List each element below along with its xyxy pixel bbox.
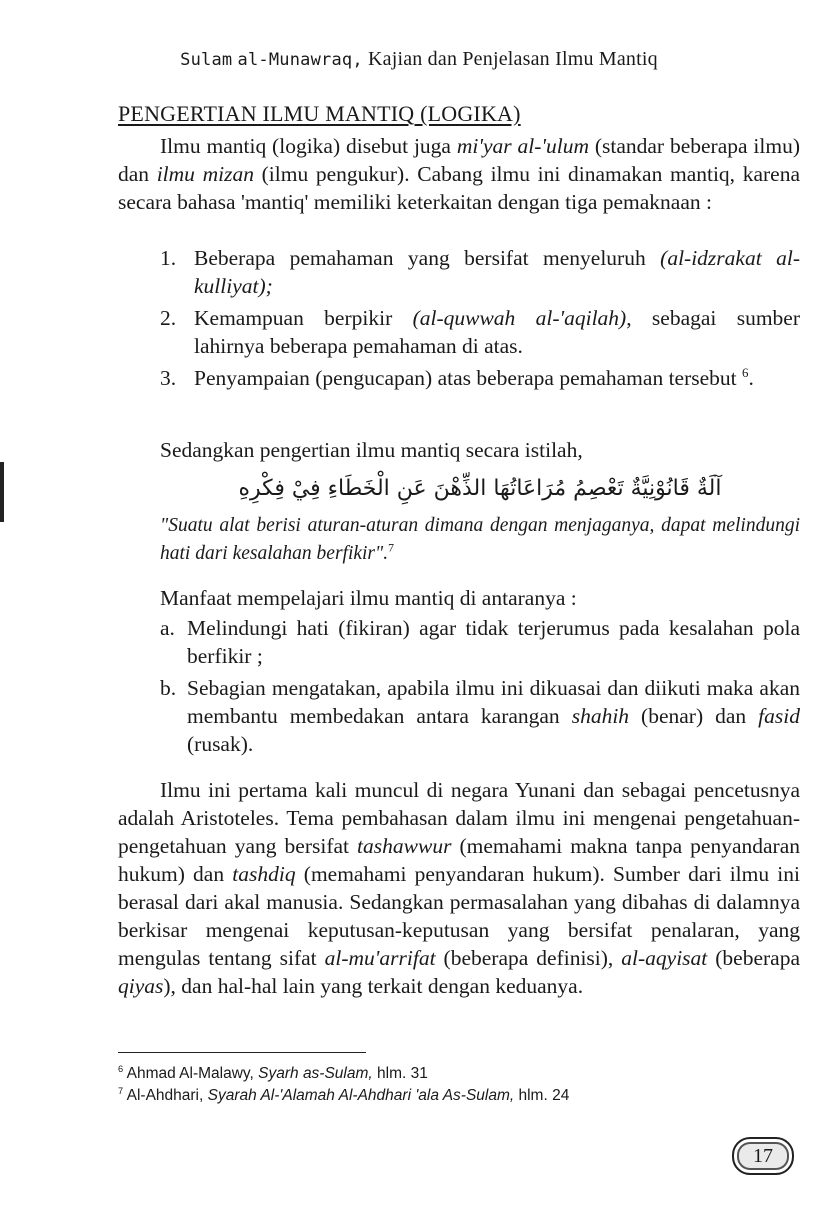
header-part2: al-Munawraq, [237,50,363,70]
closing-text: (memahami penyandaran hukum). Sumber dari ilmu ini berasal dari akal manusia. Sedangkan permasalahan yang dibahas di dalamnya berkisar mengenai keputusan-keputusan yang bersifat penalaran, yang mengulas tentang sifat [118,862,800,970]
closing-italic: qiyas [118,974,164,998]
list-italic: shahih [571,704,630,728]
section-title: PENGERTIAN ILMU MANTIQ (LOGIKA) [118,101,521,126]
footnote [118,1064,428,1084]
closing-text: (beberapa [707,946,801,970]
footnote-divider [118,1052,366,1053]
benefits-intro: Manfaat mempelajari ilmu mantiq di antaranya : [160,586,577,610]
list-text: Beberapa pemahaman yang bersifat menyeluruh [194,246,661,270]
list-number: 1. [160,246,177,270]
list-text: Sebagian mengatakan, apabila ilmu ini dikuasai dan diikuti maka akan membantu membedakan antara karangan [187,676,800,728]
closing-italic: tashawwur [357,834,452,858]
intro-text-3: (ilmu pengukur). Cabang ilmu ini dinamakan mantiq, karena secara bahasa 'mantiq' memiliki keterkaitan dengan tiga pemaknaan : [118,162,801,214]
closing-text: Ilmu ini pertama kali muncul di negara Yunani dan sebagai pencetusnya adalah Aristoteles. Tema pembahasan dalam ilmu ini mengenai pengetahuan-pengetahuan yang bersifat [118,778,800,858]
list-text-tail: , sebagai sumber lahirnya beberapa pemahaman di atas. [194,306,800,358]
list-italic: (al-idzrakat al-kulliyat); [194,246,800,298]
list-text: Penyampaian (pengucapan) atas beberapa pemahaman tersebut [194,366,742,390]
header-part3: Kajian dan Penjelasan Ilmu Mantiq [367,48,658,70]
list-label: a. [160,616,175,640]
benefits-list [160,614,800,758]
footnote-text: Ahmad Al-Malawy, [126,1065,259,1082]
footnote-italic: Syarah Al-'Alamah Al-Ahdhari 'ala As-Sulam, [207,1087,515,1104]
closing-paragraph [118,776,800,1000]
footnote [118,1086,569,1106]
list-number: 3. [160,366,177,390]
header-part1: Sulam [180,50,233,70]
list-italic: (al-quwwah al-'aqilah) [412,306,627,330]
closing-text: (beberapa definisi), [435,946,622,970]
page-number-badge: 17 [732,1137,794,1175]
definition-intro: Sedangkan pengertian ilmu mantiq secara istilah, [160,438,583,462]
footnote-number: 7 [118,1085,124,1096]
numbered-list [160,244,800,392]
list-text: (rusak). [187,732,254,756]
closing-italic: tashdiq [232,862,296,886]
scan-edge-mark [0,462,4,522]
footnote-ref: 7 [388,541,394,555]
footnote-italic: Syarh as-Sulam, [258,1065,373,1082]
arabic-quote: آلَةٌ قَانُوْنِيَّةٌ تَعْصِمُ مُرَاعَاتُهَا الذِّهْنَ عَنِ الْخَطَاءِ فِيْ فِكْرِهِ [238,476,722,501]
list-text-tail: . [748,366,754,390]
intro-text-2: (standar beberapa ilmu) dan [118,134,800,186]
list-item [160,364,800,392]
list-label: b. [160,676,177,700]
footnote-ref: 6 [742,365,749,380]
closing-text: ), dan hal-hal lain yang terkait dengan keduanya. [163,974,584,998]
footnote-number: 6 [118,1063,124,1074]
closing-italic: al-mu'arrifat [324,946,436,970]
intro-italic-1: mi'yar al-'ulum [456,134,589,158]
closing-italic: al-aqyisat [621,946,708,970]
intro-paragraph [118,132,800,216]
translation-text: "Suatu alat berisi aturan-aturan dimana dengan menjaganya, dapat melindungi hati dari kesalahan berfikir". [160,515,800,564]
list-text: Kemampuan berpikir [194,306,413,330]
list-item [160,674,800,758]
list-item [160,304,800,360]
footnote-text: Al-Ahdhari, [126,1087,208,1104]
footnote-text: hlm. 24 [514,1087,570,1104]
list-item [160,244,800,300]
footnote-text: hlm. 31 [372,1065,428,1082]
list-text: (benar) dan [629,704,759,728]
list-italic: fasid [758,704,800,728]
list-text: Melindungi hati (fikiran) agar tidak terjerumus pada kesalahan pola berfikir ; [187,616,800,668]
running-header [0,48,838,71]
list-number: 2. [160,306,177,330]
list-item [160,614,800,670]
translation-quote [160,512,800,568]
closing-text: (memahami makna tanpa penyandaran hukum) dan [118,834,800,886]
intro-italic-2: ilmu mizan [156,162,254,186]
intro-text-1: Ilmu mantiq (logika) disebut juga [160,134,457,158]
